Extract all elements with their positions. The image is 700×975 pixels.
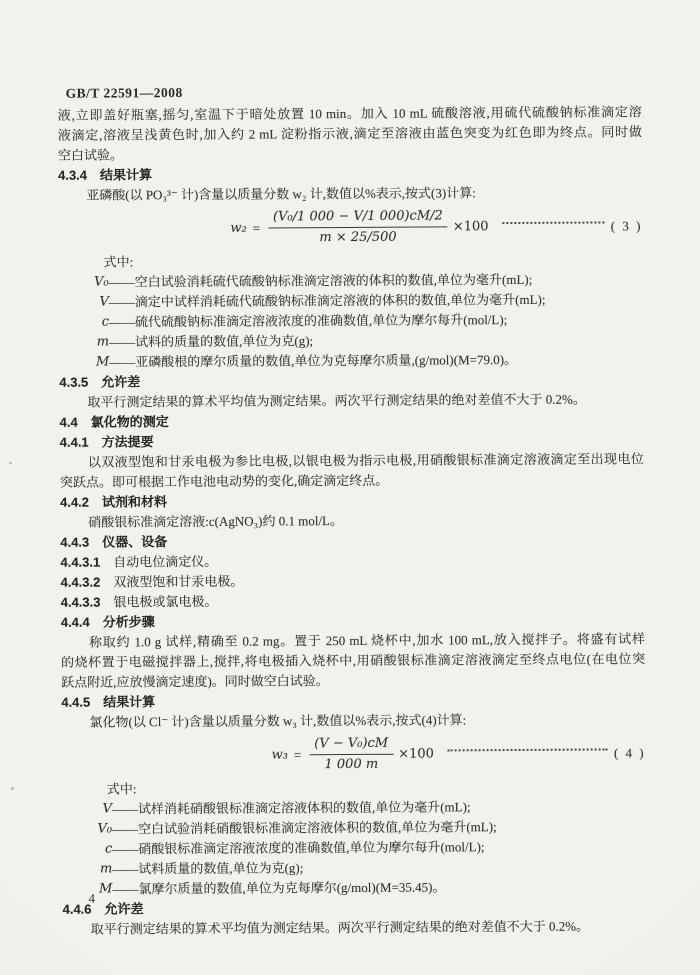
section-number: 4.3.4 <box>58 167 88 183</box>
paragraph-line: 液滴定,溶液呈浅黄色时,加入约 2 mL 淀粉指示液,滴定至溶液由蓝色突变为红色即为终点。同时做 <box>57 124 642 143</box>
symbol: c <box>101 314 110 330</box>
item-number: 4.4.3.3 <box>60 594 101 610</box>
formula-4 <box>62 733 646 776</box>
section-number: 4.4.2 <box>60 494 90 510</box>
section-title: 结果计算 <box>103 694 156 710</box>
section-body: 取平行测定结果的算术平均值为测定结果。两次平行测定结果的绝对差值不大于 0.2%。 <box>90 918 590 937</box>
where-label: 式中: <box>103 254 134 270</box>
definition-row <box>59 349 643 373</box>
symbol-description: ——硫代硫酸钠标准滴定溶液浓度的准确数值,单位为摩尔每升(mol/L); <box>108 312 508 330</box>
symbol-description: ——空白试验消耗硫代硫酸钠标准滴定溶液的体积的数值,单位为毫升(mL); <box>108 271 533 290</box>
paragraph-line: 称取约 1.0 g 试样,精确至 0.2 mg。置于 250 mL 烧杯中,加水 100 mL,放入搅拌子。将盛有试样 <box>88 631 645 650</box>
symbol: M <box>95 354 110 370</box>
symbol-description: ——试料质量的数值,单位为克(g); <box>112 860 304 877</box>
item-text: 自动电位滴定仪。 <box>113 553 218 570</box>
symbol-definition-list <box>59 269 644 373</box>
section-number: 4.4.1 <box>59 434 89 450</box>
equipment-list <box>60 549 644 613</box>
symbol: V₀ <box>97 821 113 837</box>
section-number: 4.4.3 <box>60 534 90 550</box>
formula-number: ( 3 ) <box>610 217 643 233</box>
section-paragraph <box>61 629 645 693</box>
symbol-description: ——空白试验消耗硝酸银标准滴定溶液体积的数值,单位为毫升(mL); <box>112 819 497 837</box>
lead-sentence: 亚磷酸(以 PO₃³⁻ 计)含量以质量分数 w₂ 计,数值以%表示,按式(3)计算: <box>86 185 476 203</box>
formula-3 <box>58 206 642 249</box>
formula-multiplier: ×100 <box>452 218 489 234</box>
section-title: 允许差 <box>101 374 141 390</box>
formula-multiplier: ×100 <box>398 745 434 762</box>
symbol-description: ——试样消耗硝酸银标准滴定溶液体积的数值,单位为毫升(mL); <box>111 799 471 817</box>
formula-lhs: w₃ <box>271 746 289 762</box>
symbol-description: ——氯摩尔质量的数值,单位为克每摩尔(g/mol)(M=35.45)。 <box>112 879 446 897</box>
page-number: 4 <box>88 890 96 906</box>
section-number: 4.3.5 <box>59 374 89 390</box>
symbol: m <box>96 334 110 350</box>
lead-sentence: 氯化物(以 Cl⁻ 计)含量以质量分数 w₃ 计,数值以%表示,按式(4)计算: <box>89 712 467 730</box>
section-body: 硝酸银标准滴定溶液:c(AgNO₃)约 0.1 mol/L。 <box>88 513 344 530</box>
paragraph-line: 的烧杯置于电磁搅拌器上,搅拌,将电极插入烧杯中,用硝酸银标准滴定溶液滴定至终点电位(在电位突 <box>61 651 646 670</box>
symbol: V₀ <box>94 274 109 290</box>
formula-number: ( 4 ) <box>613 744 646 760</box>
equals-sign: = <box>293 746 302 762</box>
section-number: 4.4.6 <box>62 901 92 917</box>
fraction-denominator: m × 25/500 <box>319 229 397 246</box>
dotted-leader <box>448 748 608 751</box>
symbol: m <box>99 861 113 877</box>
paragraph-line: 跃点附近,应放慢滴定速度)。同时做空白试验。 <box>61 673 329 690</box>
symbol-description: ——硝酸银标准滴定溶液浓度的准确数值,单位为摩尔每升(mol/L); <box>112 839 485 857</box>
section-title: 分析步骤 <box>102 614 155 630</box>
paragraph-line: 液,立即盖好瓶塞,摇匀,室温下于暗处放置 10 min。加入 10 mL 硫酸溶液,用硫代硫酸钠标准滴定溶 <box>57 104 642 123</box>
paragraph-line: 突跃点。即可根据工作电池电动势的变化,确定滴定终点。 <box>59 472 389 490</box>
equals-sign: = <box>252 220 261 236</box>
fraction-denominator: 1 000 m <box>324 756 379 773</box>
section-paragraph <box>60 449 644 493</box>
symbol-description: ——试料的质量的数值,单位为克(g); <box>109 333 314 350</box>
item-text: 银电极或氯电极。 <box>113 593 218 610</box>
definition-row <box>62 876 646 900</box>
section-title: 试剂和材料 <box>101 494 168 510</box>
section-title: 氯化物的测定 <box>90 414 169 430</box>
symbol: V <box>99 294 109 310</box>
item-number: 4.4.3.1 <box>60 554 101 570</box>
symbol-description: ——亚磷酸根的摩尔质量的数值,单位为克每摩尔质量,(g/mol)(M=79.0)。 <box>109 351 518 370</box>
symbol: M <box>99 881 113 897</box>
fraction-numerator: (V − V₀)cM <box>309 735 393 756</box>
paragraph-line: 以双液型饱和甘汞电极为参比电极,以银电极为指示电极,用硝酸银标准滴定溶液滴定至出现电位 <box>87 451 644 470</box>
section-title: 仪器、设备 <box>102 534 168 550</box>
symbol: c <box>104 841 113 857</box>
where-label: 式中: <box>106 781 137 797</box>
formula-lhs: w₂ <box>230 220 247 236</box>
symbol-description: ——滴定中试样消耗硫代硫酸钠标准滴定溶液的体积的数值,单位为毫升(mL); <box>108 291 546 310</box>
symbol-definition-list <box>62 796 647 900</box>
standard-number-header: GB/T 22591—2008 <box>65 85 183 101</box>
item-number: 4.4.3.2 <box>60 574 101 590</box>
section-title: 方法提要 <box>101 434 154 450</box>
item-text: 双液型饱和甘汞电极。 <box>113 573 244 590</box>
symbol: V <box>102 801 113 817</box>
section-title: 允许差 <box>104 901 144 917</box>
section-body: 取平行测定结果的算术平均值为测定结果。两次平行测定结果的绝对差值不大于 0.2%。 <box>87 391 586 410</box>
section-number: 4.4.5 <box>61 694 91 710</box>
intro-paragraph <box>58 102 642 166</box>
section-title: 结果计算 <box>99 167 153 183</box>
fraction <box>268 207 448 247</box>
paragraph-line: 空白试验。 <box>57 147 124 163</box>
fraction <box>309 735 393 775</box>
section-number: 4.4 <box>59 414 78 430</box>
dotted-leader <box>503 221 605 224</box>
document-body <box>58 102 647 940</box>
section-number: 4.4.4 <box>60 614 90 630</box>
fraction-numerator: (V₀/1 000 − V/1 000)cM/2 <box>268 207 448 228</box>
